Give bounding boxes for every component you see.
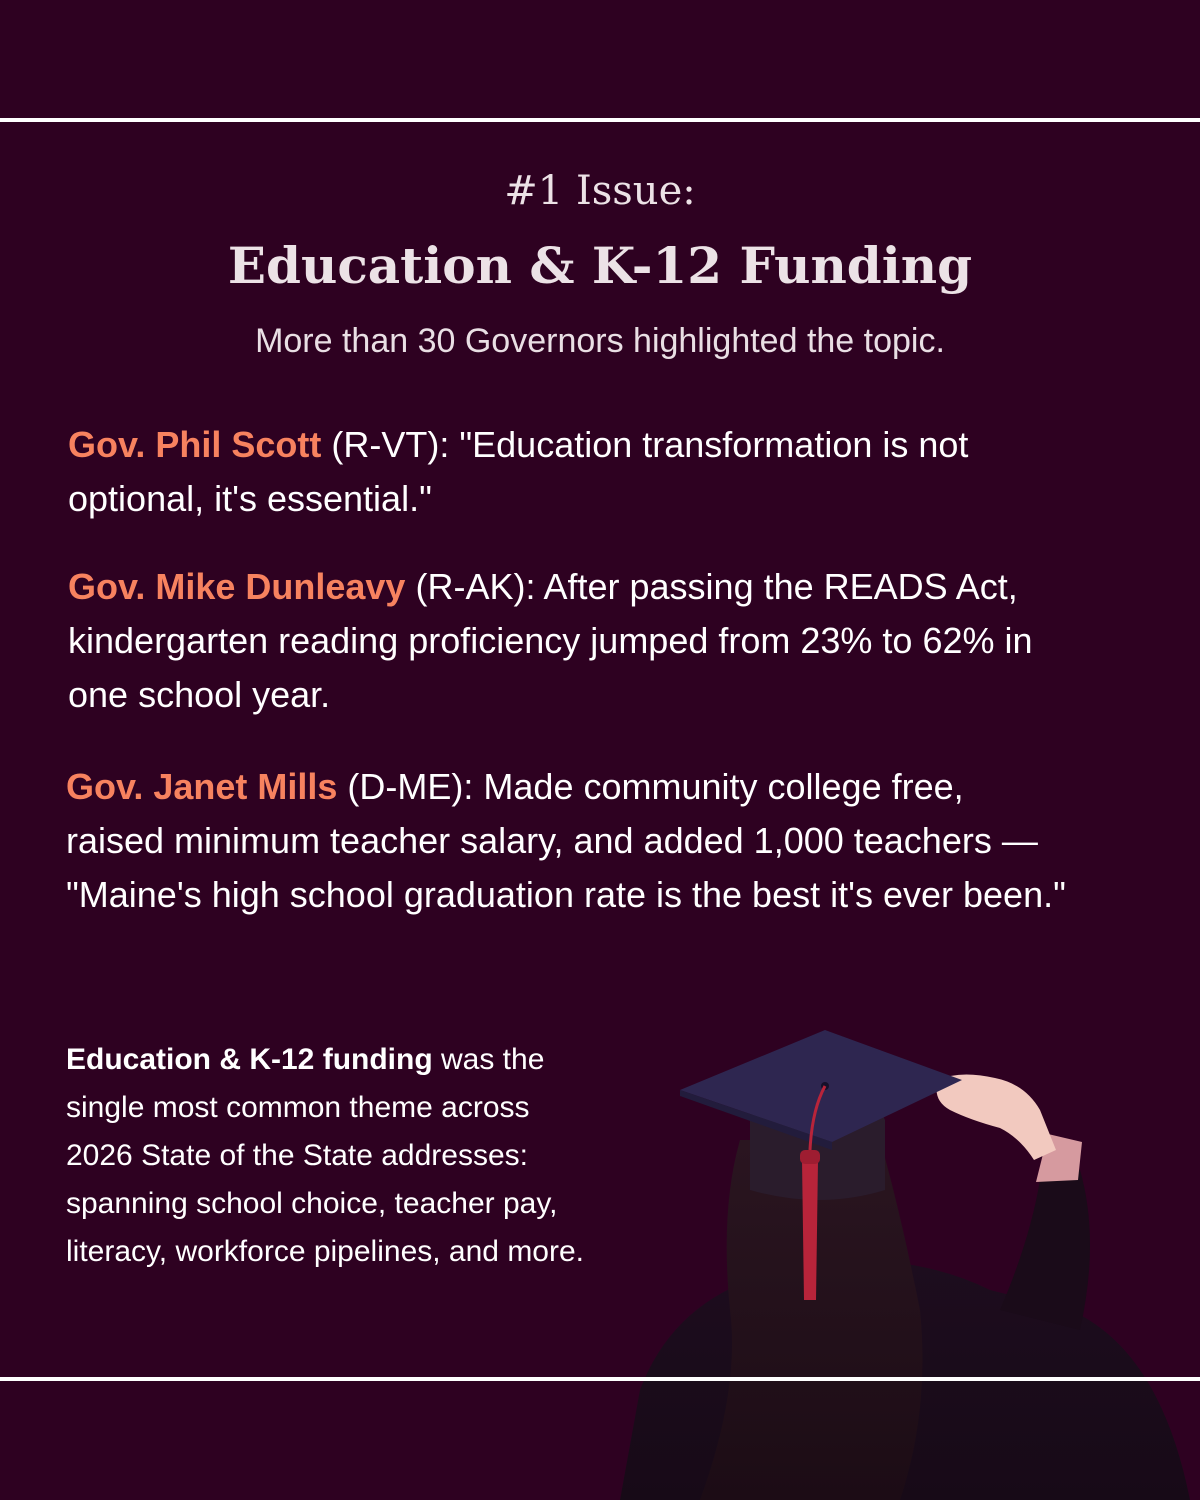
graduate-cap-photo: [600, 1010, 1200, 1500]
page-subtitle: More than 30 Governors highlighted the topic.: [255, 322, 945, 360]
governor-party: (D-ME):: [347, 766, 474, 807]
summary-text: was the single most common theme across 2026 State of the State addresses: spanning school choice, teacher pay, literacy, workforce pipelines, and more.: [66, 1043, 584, 1268]
governor-name: Gov. Janet Mills: [66, 766, 338, 807]
governor-name: Gov. Mike Dunleavy: [68, 566, 406, 607]
summary-paragraph: [66, 1036, 586, 1276]
governor-party: (R-VT):: [331, 424, 450, 465]
top-divider: [0, 118, 1200, 122]
page-title: Education & K-12 Funding: [227, 236, 973, 295]
governor-party: (R-AK):: [415, 566, 536, 607]
quote-mike-dunleavy: [68, 560, 1068, 722]
quote-text: After passing the READS Act, kindergarten reading proficiency jumped from 23% to 62% in one school year.: [68, 566, 1033, 715]
quote-text: Made community college free, raised minimum teacher salary, and added 1,000 teachers — "Maine's high school graduation rate is the best it's ever been.": [66, 766, 1066, 915]
quote-janet-mills: [66, 760, 1066, 922]
governor-name: Gov. Phil Scott: [68, 424, 322, 465]
quote-text: "Education transformation is not optional, it's essential.": [68, 424, 969, 519]
quote-phil-scott: [68, 418, 1068, 526]
summary-bold: Education & K-12 funding: [66, 1043, 433, 1076]
issue-kicker: #1 Issue:: [504, 168, 696, 214]
bottom-divider: [0, 1377, 1200, 1381]
